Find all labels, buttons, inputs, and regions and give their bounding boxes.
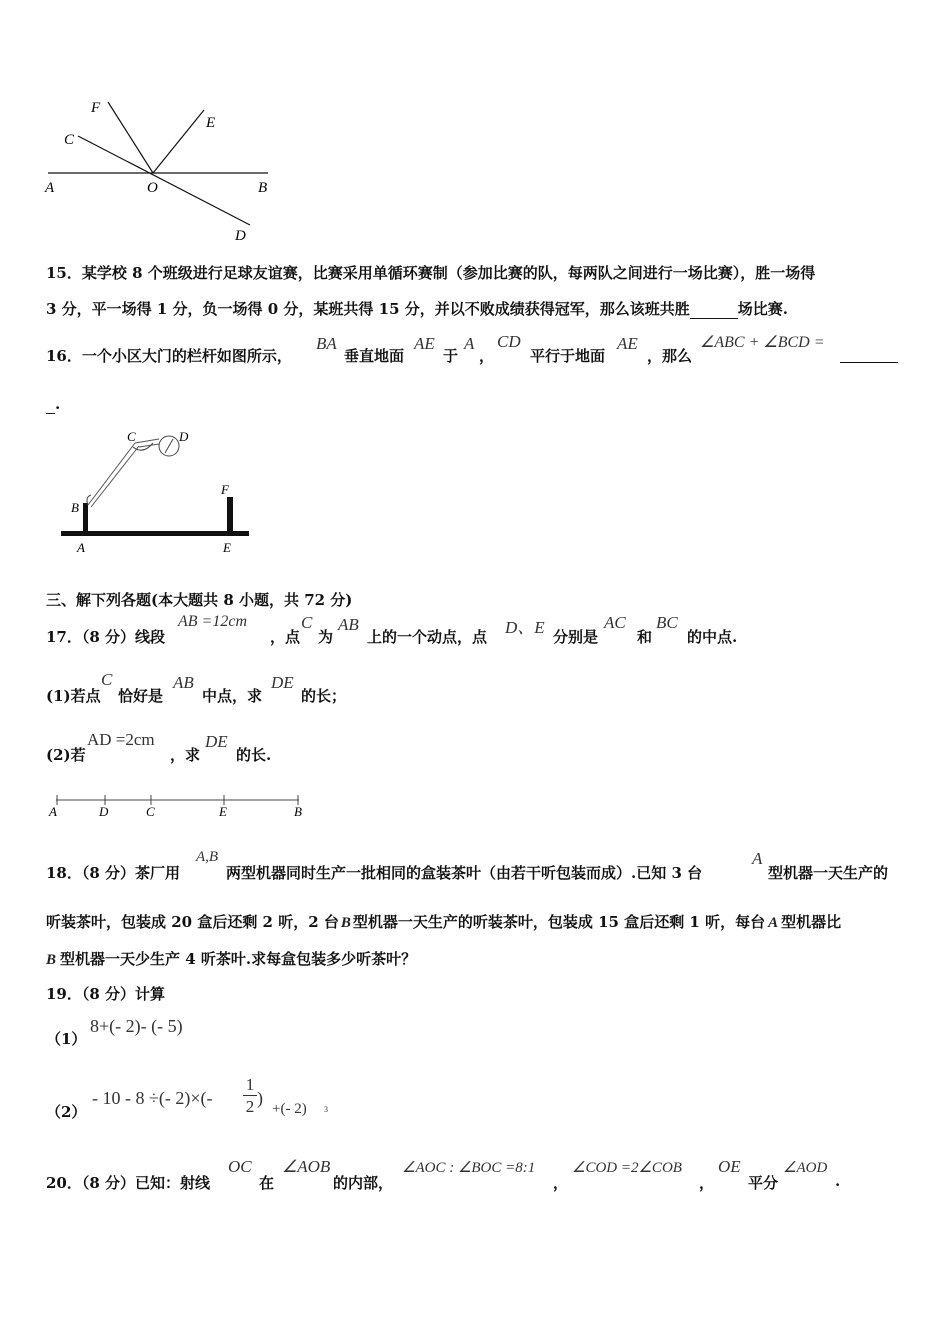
q15-line2 — [46, 298, 788, 319]
q16-p5: 平行于地面 — [530, 347, 606, 365]
q17-p2: ，点 — [270, 628, 301, 646]
q19-s2-frac-den: 2 — [245, 1097, 255, 1116]
q16-cont: . — [55, 395, 61, 413]
q20-math-oc: OC — [228, 1157, 252, 1176]
q18-p3: 型机器一天生产的 — [768, 864, 889, 882]
q18-line2a: 听装茶叶，包装成 20 盒后还剩 2 听，2 台 — [46, 913, 339, 931]
q17-math-bc: BC — [656, 613, 678, 632]
q20-p6: 平分 — [748, 1174, 779, 1192]
q17-math-ab: AB =12cm — [178, 613, 247, 630]
wheel-d-spoke — [165, 439, 173, 453]
q15-answer-blank[interactable] — [690, 300, 738, 319]
q17-s1a: (1)若点 — [46, 687, 101, 705]
q20-p1: 20．（8 分）已知：射线 — [46, 1174, 211, 1192]
q17-p1: 17．（8 分）线段 — [46, 628, 166, 646]
q16-answer-blank-cont[interactable] — [46, 395, 55, 414]
q16-line2 — [46, 395, 60, 414]
q19-s2-frac-bar — [243, 1095, 257, 1096]
q18-math-ab: A,B — [196, 849, 219, 865]
q17-s1-math-c: C — [101, 670, 113, 689]
q17-p5: 分别是 — [553, 628, 599, 646]
q17-s1-math-de: DE — [271, 673, 294, 692]
label-e: E — [223, 540, 231, 555]
q16-math-a: A — [464, 334, 475, 353]
ground — [61, 531, 249, 536]
q18-math-a: A — [752, 849, 763, 868]
q18-p1: 18．（8 分）茶厂用 — [46, 864, 181, 882]
ray-oe — [153, 110, 204, 173]
label-c: C — [146, 804, 155, 819]
label-c: C — [64, 132, 75, 148]
ray-of — [108, 102, 153, 173]
q16-line1 — [46, 345, 292, 366]
q17-p6: 和 — [637, 628, 653, 646]
q17-s2-math-de: DE — [205, 732, 228, 751]
q15-line1: 15．某学校 8 个班级进行足球友谊赛，比赛采用单循环赛制（参加比赛的队，每两队之间进行一场比赛），胜一场得 — [46, 264, 816, 282]
q17-math-de: D、E — [505, 618, 545, 637]
q20-math-cod: ∠COD =2∠COB — [572, 1160, 682, 1176]
bar-bc — [88, 443, 135, 505]
q15-text-b: 场比赛. — [737, 300, 788, 318]
q18-line3 — [46, 948, 416, 969]
q16-p2: 垂直地面 — [344, 347, 405, 365]
label-d: D — [99, 804, 109, 819]
q19-s1-expr: 8+(- 2)- (- 5) — [90, 1016, 183, 1036]
label-f: F — [221, 482, 229, 497]
q19-s2-fraction — [243, 1075, 257, 1116]
label-c: C — [127, 429, 136, 444]
q18-line2 — [46, 911, 841, 932]
label-b: B — [294, 804, 302, 819]
label-o: O — [147, 180, 158, 196]
q17-s1c: 中点，求 — [202, 687, 263, 705]
q18-line2b: 型机器一天生产的听装茶叶，包装成 15 盒后还剩 1 听，每台 — [352, 913, 766, 931]
q17-s2b: ，求 — [170, 746, 201, 764]
section3-heading: 三、解下列各题(本大题共 8 小题，共 72 分) — [46, 591, 353, 609]
label-a: A — [49, 804, 57, 819]
q17-s1b: 恰好是 — [118, 687, 164, 705]
q20-math-aob: ∠AOB — [282, 1157, 331, 1176]
label-a: A — [45, 180, 55, 196]
q20-p2: 在 — [259, 1174, 275, 1192]
q19-s2-exponent: 3 — [324, 1105, 328, 1114]
q17-s2a: (2)若 — [46, 746, 86, 764]
q17-math-c: C — [301, 613, 313, 632]
post-ab — [83, 503, 88, 533]
label-e: E — [219, 804, 227, 819]
q16-p6: ，那么 — [647, 347, 693, 365]
label-d: D — [179, 429, 189, 444]
q16-math-ba: BA — [316, 334, 337, 353]
q17-math-ab2: AB — [338, 615, 359, 634]
q18-p2: 两型机器同时生产一批相同的盒装茶叶（由若干听包装而成）.已知 3 台 — [226, 864, 703, 882]
q20-math-aod: ∠AOD — [783, 1160, 828, 1176]
q16-math-ae2: AE — [617, 334, 638, 353]
q18-line2-math-b: B — [340, 915, 351, 931]
label-e: E — [206, 115, 216, 131]
q20-p4: ， — [553, 1174, 569, 1192]
label-b: B — [71, 500, 79, 515]
q18-line2c: 型机器比 — [781, 913, 842, 931]
q16-p1: 16．一个小区大门的栏杆如图所示， — [46, 347, 292, 365]
q16-math-angles: ∠ABC + ∠BCD = — [700, 334, 825, 351]
label-a: A — [77, 540, 85, 555]
bar-bc2 — [91, 446, 139, 507]
q16-math-cd: CD — [497, 332, 521, 351]
q17-s2-math-ad: AD =2cm — [87, 730, 155, 749]
q16-p4: ， — [479, 347, 495, 365]
q16-math-ae: AE — [414, 334, 435, 353]
q17-p3: 为 — [318, 628, 334, 646]
q19-s2-expr-b: ) — [257, 1088, 263, 1108]
q17-p4: 上的一个动点，点 — [367, 628, 488, 646]
q18-line3: 型机器一天少生产 4 听茶叶.求每盒包装多少听茶叶？ — [60, 950, 417, 968]
q18-line3-math-b: B — [46, 952, 57, 968]
q17-math-ac: AC — [604, 613, 626, 632]
q19-s2-frac-num: 1 — [245, 1075, 255, 1094]
q15-text-a: 3 分，平一场得 1 分，负一场得 0 分，某班共得 15 分，并以不败成绩获得冠军，那么该班共胜 — [46, 300, 690, 318]
q19-s2-expr-c: +(- 2) — [272, 1101, 307, 1117]
q17-s1-math-ab: AB — [173, 673, 194, 692]
segment-figure — [44, 792, 314, 822]
label-b: B — [258, 180, 268, 196]
line-cd — [78, 136, 250, 225]
post-ef — [227, 497, 233, 533]
bar-cd — [135, 439, 159, 443]
q19-title: 19．（8 分）计算 — [46, 985, 166, 1003]
q18-line2-math-a: A — [768, 915, 779, 931]
angle-figure — [40, 92, 280, 252]
q17-s2c: 的长. — [236, 746, 272, 764]
q17-p7: 的中点. — [687, 628, 738, 646]
label-f: F — [91, 100, 101, 116]
q16-answer-blank[interactable] — [840, 346, 898, 363]
q20-p7: . — [835, 1172, 841, 1190]
q16-p3: 于 — [443, 347, 459, 365]
q17-s1d: 的长； — [301, 687, 347, 705]
q20-math-oe: OE — [718, 1157, 741, 1176]
q19-s2-label: （2） — [46, 1103, 87, 1121]
q20-p5: ， — [699, 1174, 715, 1192]
gate-figure — [55, 425, 265, 560]
q20-p3: 的内部， — [333, 1174, 394, 1192]
label-d: D — [235, 228, 246, 244]
q20-math-ratio: ∠AOC : ∠BOC =8:1 — [402, 1160, 536, 1176]
q19-s1-label: （1） — [46, 1030, 87, 1048]
q19-s2-expr-a: - 10 - 8 ÷(- 2)×(- — [92, 1088, 213, 1108]
